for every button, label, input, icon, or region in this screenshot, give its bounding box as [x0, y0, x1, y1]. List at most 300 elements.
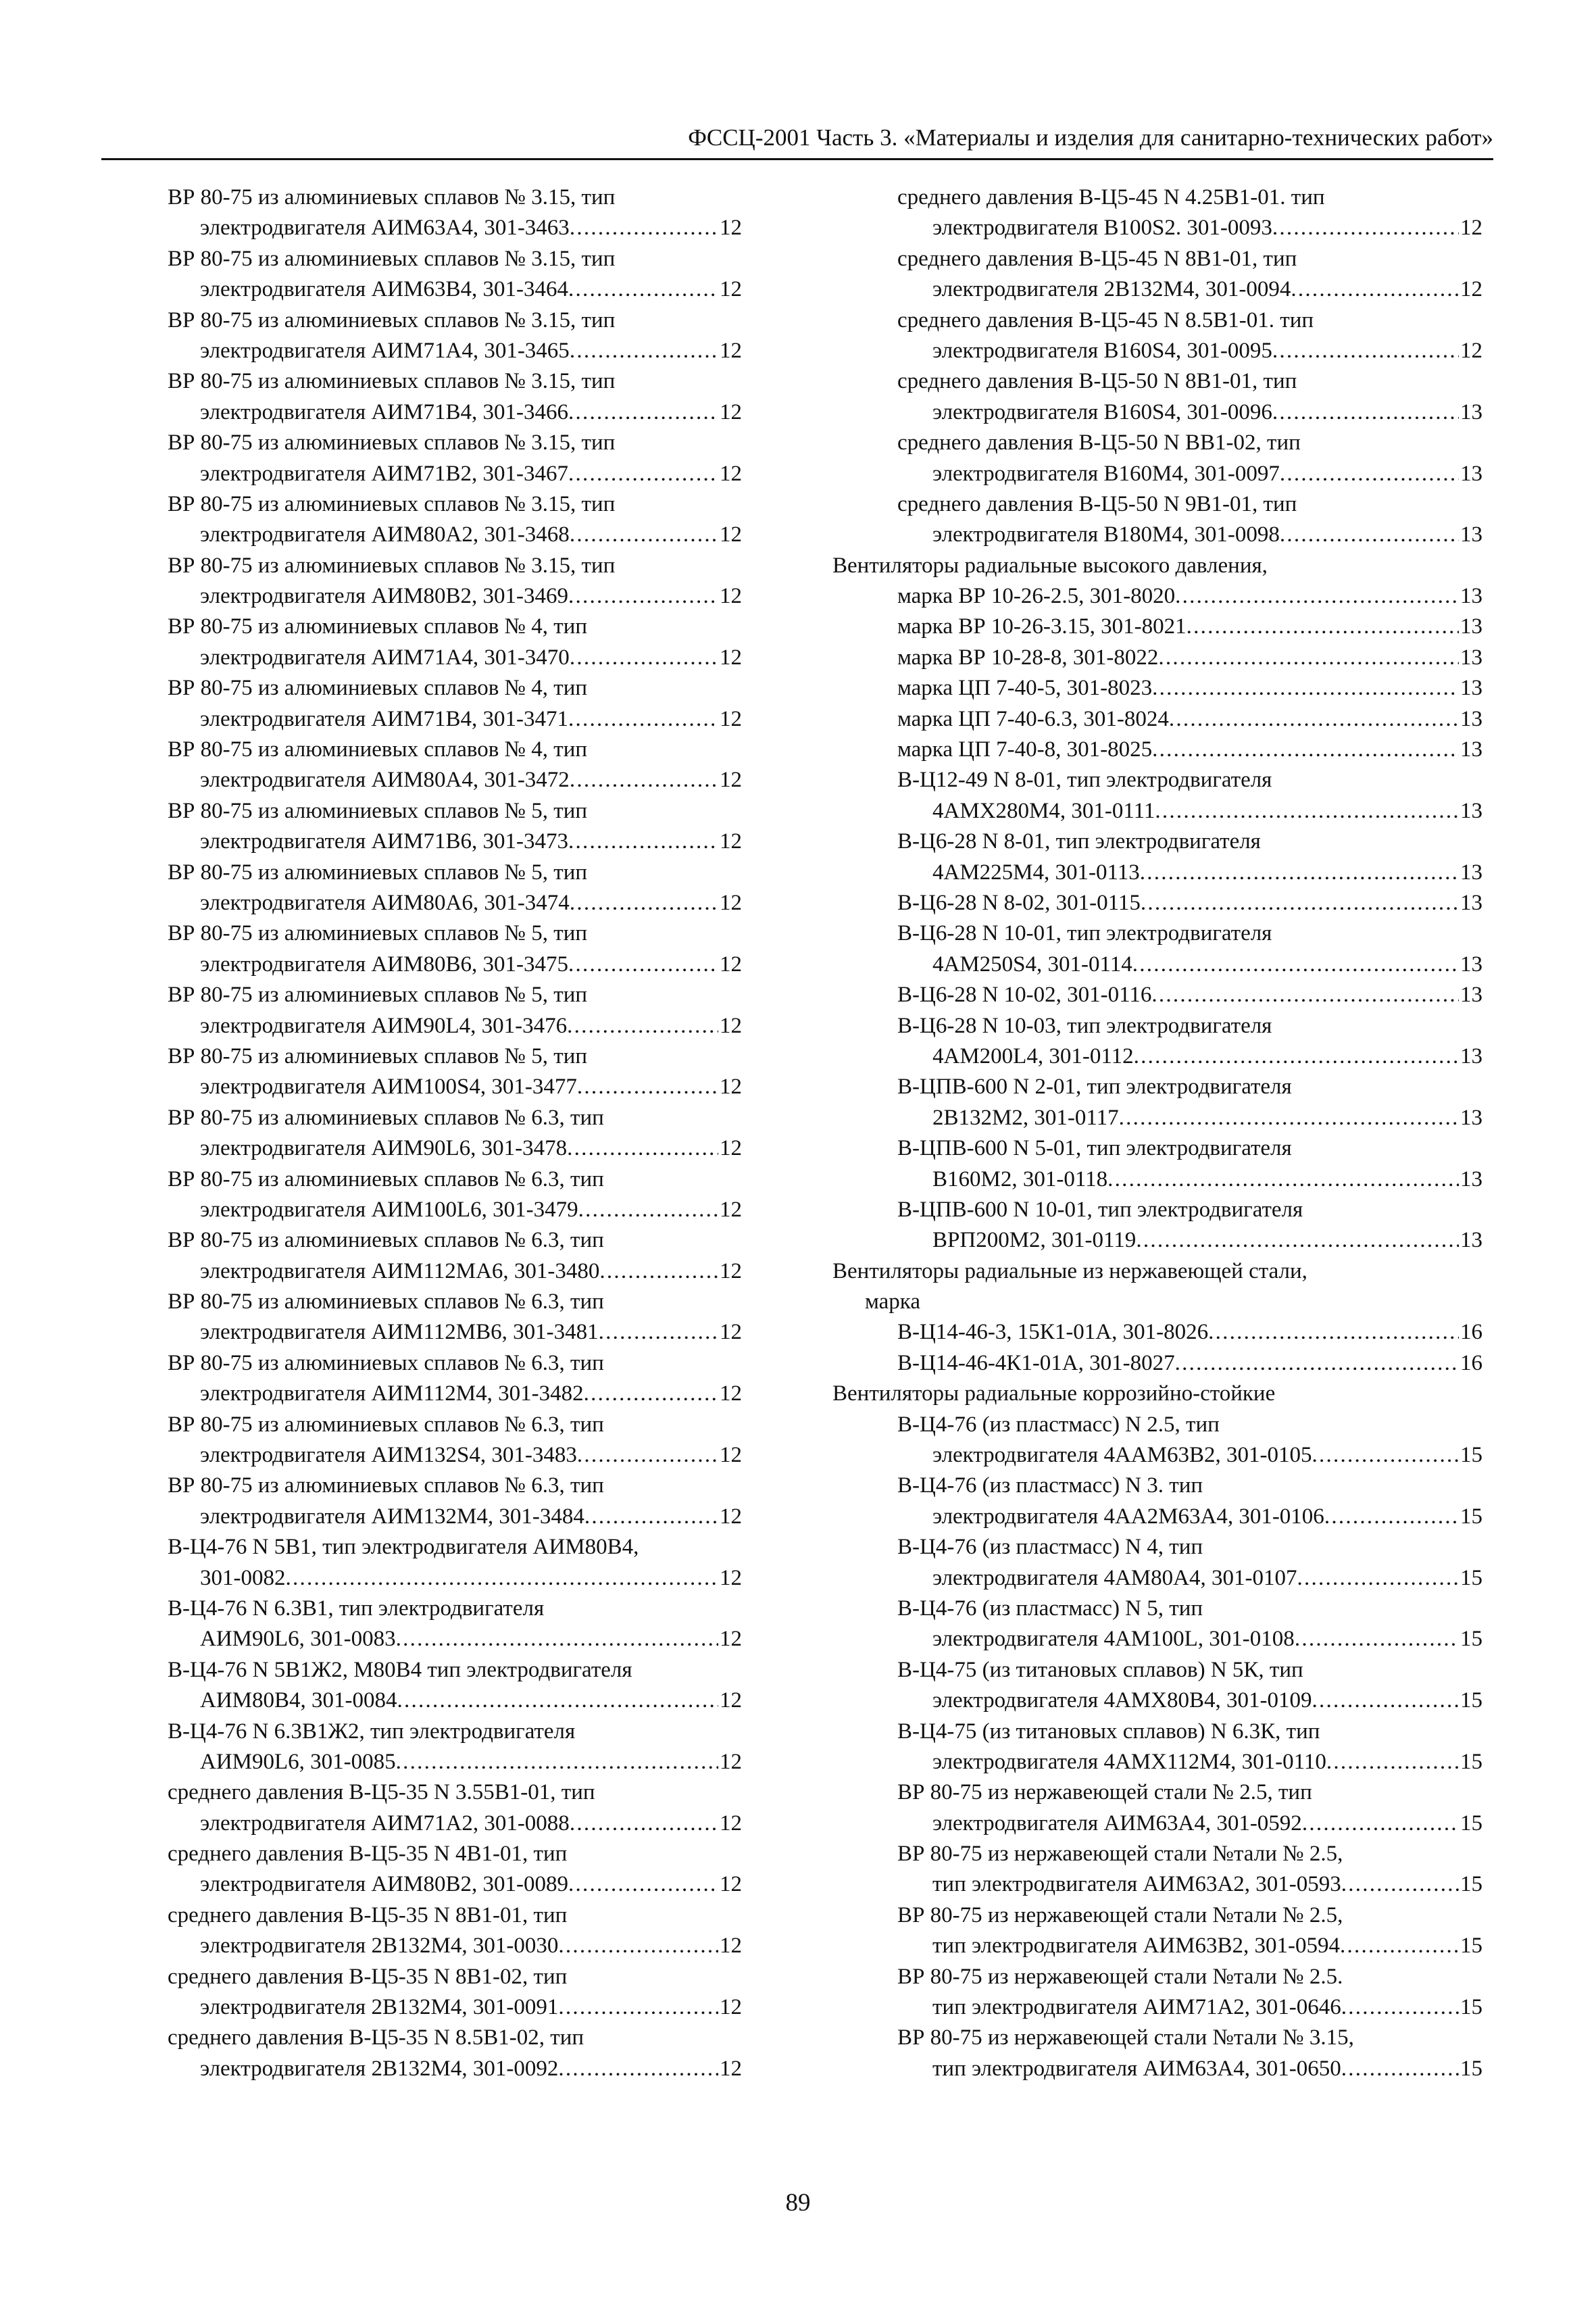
index-entry-page: 15	[1460, 1627, 1482, 1652]
index-entry-page: 12	[720, 1075, 742, 1100]
index-entry-page: 12	[720, 768, 742, 793]
index-entry-text: электродвигателя В160S4, 301-0095	[932, 338, 1272, 363]
index-entry-text: электродвигателя 2В132М4, 301-0094	[932, 277, 1291, 302]
index-entry	[168, 1256, 742, 1287]
index-entry	[168, 1747, 742, 1777]
dot-leader	[568, 397, 718, 428]
index-entry	[832, 1502, 1482, 1532]
index-entry	[832, 1317, 1482, 1348]
dot-leader	[1151, 980, 1459, 1010]
index-entry-text: В-Ц4-75 (из титановых сплавов) N 6.3К, тип	[897, 1719, 1320, 1744]
index-entry-page: 15	[1460, 1565, 1482, 1590]
index-entry-text: электродвигателя АИМ80А4, 301-3472	[200, 768, 570, 793]
index-entry	[168, 1287, 742, 1317]
index-entry-text: электродвигателя АИМ132S4, 301-3483	[200, 1443, 577, 1468]
index-entry	[832, 520, 1482, 550]
index-entry	[832, 366, 1482, 397]
dot-leader	[1152, 673, 1459, 704]
dot-leader	[1341, 1869, 1459, 1900]
index-entry	[168, 796, 742, 827]
index-entry-text: электродвигателя 4АМХ80В4, 301-0109	[932, 1688, 1312, 1713]
index-entry-text: электродвигателя 2В132М4, 301-0030	[200, 1934, 559, 1959]
index-entry	[168, 397, 742, 428]
dot-leader	[584, 1502, 718, 1532]
index-entry-text: ВР 80-75 из алюминиевых сплавов № 4, тип	[168, 614, 588, 639]
dot-leader	[568, 459, 718, 489]
index-entry-text: электродвигателя АИМ71А4, 301-3470	[200, 645, 570, 670]
index-entry	[168, 1839, 742, 1869]
index-entry	[832, 397, 1482, 428]
index-entry	[168, 274, 742, 305]
index-entry	[832, 1532, 1482, 1562]
dot-leader	[568, 827, 718, 857]
index-entry-text: В-Ц4-76 (из пластмасс) N 2.5, тип	[897, 1412, 1220, 1437]
index-entry-text: тип электродвигателя АИМ71А2, 301-0646	[932, 1995, 1341, 2020]
index-entry-page: 16	[1460, 1320, 1482, 1345]
index-entry-text: В-Ц4-76 (из пластмасс) N 3. тип	[897, 1473, 1203, 1498]
index-entry-text: АИМ90L6, 301-0083	[200, 1627, 396, 1652]
index-entry-text: среднего давления В-Ц5-45 N 4.25В1-01. тип	[897, 185, 1325, 210]
index-entry	[168, 336, 742, 366]
index-entry	[168, 1685, 742, 1716]
index-entry-page: 12	[720, 1749, 742, 1774]
index-entry	[168, 1777, 742, 1808]
index-entry-text: электродвигателя АИМ80В6, 301-3475	[200, 952, 568, 977]
index-entry-page: 12	[720, 1258, 742, 1283]
index-entry	[832, 1041, 1482, 1072]
index-entry	[168, 1164, 742, 1195]
index-entry-page: 12	[720, 1565, 742, 1590]
index-entry	[168, 1532, 742, 1562]
index-entry	[168, 1011, 742, 1041]
index-entry	[832, 1011, 1482, 1041]
index-entry-text: тип электродвигателя АИМ63В2, 301-0594	[932, 1934, 1340, 1959]
dot-leader	[1175, 581, 1459, 612]
index-entry-page: 12	[720, 1504, 742, 1529]
index-entry-text: марка ВР 10-28-8, 301-8022	[897, 645, 1159, 670]
dot-leader	[567, 1133, 718, 1164]
dot-leader	[1119, 1103, 1459, 1133]
index-entry-page: 12	[1460, 277, 1482, 302]
index-entry	[168, 1655, 742, 1685]
index-entry	[832, 980, 1482, 1010]
index-entry-text: электродвигателя АИМ71В4, 301-3471	[200, 706, 568, 731]
index-entry-text: ВРП200М2, 301-0119	[932, 1228, 1137, 1253]
index-entry-text: среднего давления В-Ц5-35 N 8.5В1-02, тип	[168, 2025, 584, 2050]
index-entry-page: 13	[1460, 614, 1482, 639]
index-entry-text: АИМ80В4, 301-0084	[200, 1688, 397, 1713]
page-header: ФССЦ-2001 Часть 3. «Материалы и изделия для санитарно-технических работ»	[101, 123, 1493, 160]
index-entry-text: В-Ц6-28 N 10-03, тип электродвигателя	[897, 1013, 1272, 1038]
index-entry-text: ВР 80-75 из алюминиевых сплавов № 6.3, тип	[168, 1412, 604, 1437]
dot-leader	[558, 1931, 718, 1961]
dot-leader	[599, 1256, 718, 1287]
index-entry-text: марка ВР 10-26-3.15, 301-8021	[897, 614, 1187, 639]
dot-leader	[570, 213, 718, 243]
index-entry-text: В-ЦПВ-600 N 5-01, тип электродвигателя	[897, 1136, 1292, 1161]
index-entry	[832, 336, 1482, 366]
index-entry	[168, 1471, 742, 1501]
index-entry-text: электродвигателя АИМ80В2, 301-3469	[200, 584, 568, 609]
index-entry-text: ВР 80-75 из алюминиевых сплавов № 3.15, тип	[168, 185, 616, 210]
index-entry-text: электродвигателя АИМ90L4, 301-3476	[200, 1013, 568, 1038]
index-entry-text: ВР 80-75 из алюминиевых сплавов № 6.3, тип	[168, 1350, 604, 1375]
index-entry	[168, 213, 742, 243]
index-entry	[168, 1808, 742, 1839]
index-entry	[168, 980, 742, 1010]
index-entry-text: ВР 80-75 из алюминиевых сплавов № 3.15, тип	[168, 246, 616, 271]
dot-leader	[1295, 1624, 1459, 1654]
dot-leader	[1312, 1440, 1459, 1471]
index-entry	[832, 673, 1482, 704]
index-entry	[832, 274, 1482, 305]
dot-leader	[1280, 520, 1459, 550]
index-entry	[168, 551, 742, 581]
index-entry-text: ВР 80-75 из алюминиевых сплавов № 5, тип	[168, 798, 588, 823]
index-entry-page: 12	[720, 338, 742, 363]
index-entry-text: ВР 80-75 из алюминиевых сплавов № 3.15, тип	[168, 307, 616, 333]
index-entry	[168, 1440, 742, 1471]
index-entry	[168, 888, 742, 918]
index-entry	[832, 1440, 1482, 1471]
index-entry-text: В-Ц4-75 (из титановых сплавов) N 5К, тип	[897, 1657, 1303, 1682]
dot-leader	[1134, 1041, 1459, 1072]
index-entry	[832, 182, 1482, 213]
index-entry	[168, 489, 742, 520]
index-entry	[832, 1471, 1482, 1501]
index-entry	[832, 858, 1482, 888]
dot-leader	[599, 1317, 718, 1348]
index-entry	[168, 2023, 742, 2053]
index-entry	[832, 1072, 1482, 1102]
index-entry-text: ВР 80-75 из нержавеющей стали № 2.5, тип	[897, 1780, 1312, 1805]
index-entry	[832, 1164, 1482, 1195]
dot-leader	[568, 1869, 718, 1900]
index-entry-text: электродвигателя 4АА2М63А4, 301-0106	[932, 1504, 1324, 1529]
index-entry-page: 12	[720, 890, 742, 915]
index-entry-text: электродвигателя АИМ63А4, 301-0592	[932, 1811, 1302, 1836]
index-entry	[168, 1502, 742, 1532]
index-entry-text: ВР 80-75 из алюминиевых сплавов № 4, тип	[168, 676, 588, 701]
index-entry	[168, 918, 742, 949]
index-entry-text: В-Ц14-46-4К1-01А, 301-8027	[897, 1350, 1175, 1375]
index-entry	[832, 1655, 1482, 1685]
index-entry-text: 4АМ200L4, 301-0112	[932, 1043, 1134, 1068]
index-entry	[168, 1410, 742, 1440]
index-entry-text: электродвигателя АИМ112М4, 301-3482	[200, 1381, 584, 1406]
index-entry-text: 4АМ250S4, 301-0114	[932, 952, 1132, 977]
index-entry	[168, 858, 742, 888]
index-entry-text: ВР 80-75 из алюминиевых сплавов № 3.15, тип	[168, 491, 616, 516]
index-entry	[168, 1348, 742, 1379]
dot-leader	[1341, 1992, 1459, 2023]
index-entry-text: марка ВР 10-26-2.5, 301-8020	[897, 584, 1176, 609]
index-entry-text: электродвигателя АИМ63А4, 301-3463	[200, 216, 570, 241]
index-entry-text: электродвигателя АИМ63В4, 301-3464	[200, 277, 568, 302]
index-entry	[832, 1410, 1482, 1440]
dot-leader	[1155, 796, 1459, 827]
index-entry-page: 15	[1460, 2056, 1482, 2081]
index-entry-page: 12	[720, 1320, 742, 1345]
index-entry-page: 13	[1460, 706, 1482, 731]
index-entry-text: электродвигателя АИМ80В2, 301-0089	[200, 1872, 568, 1897]
index-entry-text: среднего давления В-Ц5-35 N 8В1-02, тип	[168, 1964, 568, 1989]
dot-leader	[286, 1563, 719, 1594]
index-entry	[168, 1072, 742, 1102]
index-entry-text: ВР 80-75 из алюминиевых сплавов № 5, тип	[168, 921, 588, 946]
index-entry	[832, 1869, 1482, 1900]
index-entry-text: среднего давления В-Ц5-50 N 8В1-01, тип	[897, 369, 1297, 394]
index-entry-text: 301-0082	[200, 1565, 286, 1590]
dot-leader	[1187, 612, 1459, 642]
index-entry-page: 12	[1460, 338, 1482, 363]
index-entry-page: 12	[720, 1443, 742, 1468]
index-entry-page: 12	[720, 216, 742, 241]
index-entry-page: 12	[1460, 216, 1482, 241]
dot-leader	[568, 704, 718, 735]
index-entry-text: Вентиляторы радиальные высокого давления,	[832, 553, 1268, 578]
index-entry-text: ВР 80-75 из алюминиевых сплавов № 3.15, тип	[168, 369, 616, 394]
index-entry-page: 12	[720, 2056, 742, 2081]
dot-leader	[568, 274, 718, 305]
index-entry-page: 13	[1460, 1105, 1482, 1130]
dot-leader	[1272, 397, 1459, 428]
index-entry-text: среднего давления В-Ц5-35 N 4В1-01, тип	[168, 1842, 568, 1867]
index-entry	[832, 1103, 1482, 1133]
index-entry	[832, 1225, 1482, 1256]
index-entry-page: 13	[1460, 676, 1482, 701]
index-entry	[168, 950, 742, 980]
index-entry-text: электродвигателя АИМ100S4, 301-3477	[200, 1075, 577, 1100]
index-entry	[168, 735, 742, 765]
index-entry-text: В160М2, 301-0118	[932, 1166, 1108, 1191]
index-entry-text: марка ЦП 7-40-6.3, 301-8024	[897, 706, 1169, 731]
index-entry-text: электродвигателя 4ААМ63В2, 301-0105	[932, 1443, 1312, 1468]
index-entry-page: 13	[1460, 798, 1482, 823]
index-entry	[168, 643, 742, 673]
index-entry-text: В-Ц12-49 N 8-01, тип электродвигателя	[897, 768, 1272, 793]
index-entry	[832, 735, 1482, 765]
dot-leader	[570, 1808, 718, 1839]
dot-leader	[1272, 213, 1459, 243]
index-entry-text: В-Ц14-46-3, 15К1-01А, 301-8026	[897, 1320, 1209, 1345]
index-entry	[832, 1777, 1482, 1808]
index-entry-page: 12	[720, 1381, 742, 1406]
index-entry-text: В-ЦПВ-600 N 2-01, тип электродвигателя	[897, 1075, 1292, 1100]
index-entry-page: 12	[720, 1811, 742, 1836]
index-entry	[832, 1962, 1482, 1992]
index-entry	[168, 1225, 742, 1256]
index-entry-page: 12	[720, 1995, 742, 2020]
index-entry	[832, 950, 1482, 980]
index-entry	[832, 1900, 1482, 1931]
index-entry-page: 13	[1460, 1166, 1482, 1191]
dot-leader	[570, 888, 718, 918]
dot-leader	[1302, 1808, 1459, 1839]
index-entry	[168, 673, 742, 704]
index-entry	[168, 2054, 742, 2084]
index-entry-text: В-Ц6-28 N 8-02, 301-0115	[897, 890, 1141, 915]
index-entry	[832, 213, 1482, 243]
index-entry-page: 12	[720, 461, 742, 486]
index-entry-text: ВР 80-75 из алюминиевых сплавов № 6.3, тип	[168, 1166, 604, 1191]
dot-leader	[578, 1195, 718, 1225]
index-entry	[832, 459, 1482, 489]
index-entry-text: электродвигателя АИМ90L6, 301-3478	[200, 1136, 568, 1161]
index-entry-text: В-Ц4-76 N 6.3В1, тип электродвигателя	[168, 1596, 545, 1621]
index-entry-text: ВР 80-75 из алюминиевых сплавов № 5, тип	[168, 1043, 588, 1068]
index-entry	[168, 459, 742, 489]
index-entry	[832, 643, 1482, 673]
index-entry	[832, 1379, 1482, 1409]
index-entry	[832, 1685, 1482, 1716]
index-entry-page: 15	[1460, 1872, 1482, 1897]
index-entry	[168, 704, 742, 735]
index-entry-page: 13	[1460, 584, 1482, 609]
index-entry	[168, 1931, 742, 1961]
index-entry	[168, 827, 742, 857]
index-entry	[832, 305, 1482, 336]
dot-leader	[568, 581, 718, 612]
index-entry-text: электродвигателя АИМ80А2, 301-3468	[200, 522, 570, 547]
index-entry-text: В-Ц4-76 (из пластмасс) N 4, тип	[897, 1535, 1203, 1560]
index-entry	[168, 1962, 742, 1992]
index-entry-text: электродвигателя АИМ71А2, 301-0088	[200, 1811, 570, 1836]
index-entry-text: электродвигателя 2В132М4, 301-0092	[200, 2056, 559, 2081]
index-entry-page: 12	[720, 706, 742, 731]
index-entry-text: В-Ц6-28 N 10-01, тип электродвигателя	[897, 921, 1272, 946]
index-entry-text: среднего давления В-Ц5-50 N 9В1-01, тип	[897, 491, 1297, 516]
index-entry	[832, 428, 1482, 458]
index-entry	[832, 1287, 1482, 1317]
index-entry-text: электродвигателя АИМ112МВ6, 301-3481	[200, 1320, 599, 1345]
dot-leader	[1272, 336, 1459, 366]
index-entry	[832, 704, 1482, 735]
index-entry	[832, 581, 1482, 612]
index-entry-text: электродвигателя В180М4, 301-0098	[932, 522, 1280, 547]
index-entry-page: 13	[1460, 645, 1482, 670]
index-entry	[168, 581, 742, 612]
dot-leader	[577, 1440, 718, 1471]
index-entry-text: В-Ц6-28 N 8-01, тип электродвигателя	[897, 829, 1261, 854]
index-entry	[832, 888, 1482, 918]
index-entry	[168, 1563, 742, 1594]
dot-leader	[396, 1747, 718, 1777]
dot-leader	[1324, 1502, 1459, 1532]
index-entry	[832, 765, 1482, 795]
index-entry-page: 15	[1460, 1504, 1482, 1529]
index-entry-text: В-Ц4-76 N 5В1Ж2, М80В4 тип электродвигателя	[168, 1657, 632, 1682]
index-entry-text: марка ЦП 7-40-5, 301-8023	[897, 676, 1153, 701]
index-entry-text: ВР 80-75 из алюминиевых сплавов № 3.15, тип	[168, 553, 616, 578]
index-entry-text: В-Ц4-76 (из пластмасс) N 5, тип	[897, 1596, 1203, 1621]
index-entry-text: ВР 80-75 из алюминиевых сплавов № 5, тип	[168, 860, 588, 885]
index-entry	[168, 1594, 742, 1624]
index-entry	[832, 612, 1482, 642]
index-entry-page: 12	[720, 1197, 742, 1222]
dot-leader	[1312, 1685, 1459, 1716]
index-entry-page: 12	[720, 645, 742, 670]
dot-leader	[1341, 2054, 1459, 2084]
index-entry-text: ВР 80-75 из алюминиевых сплавов № 5, тип	[168, 983, 588, 1008]
index-entry	[832, 1808, 1482, 1839]
index-entry	[168, 1717, 742, 1747]
index-entry	[832, 918, 1482, 949]
index-column-left	[168, 182, 742, 2084]
dot-leader	[1136, 1225, 1459, 1256]
dot-leader	[1132, 950, 1459, 980]
dot-leader	[1169, 704, 1459, 735]
index-entry	[832, 1133, 1482, 1164]
index-entry-page: 13	[1460, 522, 1482, 547]
index-entry	[168, 1041, 742, 1072]
index-entry-page: 15	[1460, 1934, 1482, 1959]
index-entry-page: 13	[1460, 737, 1482, 762]
index-entry-text: среднего давления В-Ц5-45 N 8.5В1-01. тип	[897, 307, 1314, 333]
index-entry	[168, 1992, 742, 2023]
index-entry	[168, 305, 742, 336]
dot-leader	[558, 2054, 718, 2084]
index-entry	[168, 1103, 742, 1133]
index-entry-text: среднего давления В-Ц5-35 N 8В1-01, тип	[168, 1902, 568, 1927]
index-entry-text: ВР 80-75 из алюминиевых сплавов № 3.15, тип	[168, 430, 616, 456]
index-entry-page: 13	[1460, 890, 1482, 915]
index-entry-text: марка ЦП 7-40-8, 301-8025	[897, 737, 1153, 762]
index-entry-text: тип электродвигателя АИМ63А2, 301-0593	[932, 1872, 1341, 1897]
index-entry-page: 12	[720, 1872, 742, 1897]
index-entry-text: В-Ц4-76 N 5В1, тип электродвигателя АИМ80В4,	[168, 1535, 639, 1560]
index-entry	[832, 796, 1482, 827]
index-entry-text: 2В132М2, 301-0117	[932, 1105, 1119, 1130]
index-entry	[832, 244, 1482, 274]
index-entry-text: марка	[865, 1289, 920, 1314]
index-entry-text: В-ЦПВ-600 N 10-01, тип электродвигателя	[897, 1197, 1303, 1222]
dot-leader	[570, 643, 718, 673]
index-entry	[168, 366, 742, 397]
index-entry-page: 15	[1460, 1443, 1482, 1468]
dot-leader	[1340, 1931, 1459, 1961]
index-entry	[168, 1195, 742, 1225]
index-entry-text: электродвигателя АИМ80А6, 301-3474	[200, 890, 570, 915]
index-entry-text: 4АМХ280М4, 301-0111	[932, 798, 1155, 823]
index-entry-page: 12	[720, 1136, 742, 1161]
index-entry-text: 4АМ225М4, 301-0113	[932, 860, 1140, 885]
index-entry	[832, 1594, 1482, 1624]
index-entry-page: 13	[1460, 860, 1482, 885]
dot-leader	[1140, 858, 1459, 888]
dot-leader	[397, 1685, 718, 1716]
index-entry	[168, 428, 742, 458]
dot-leader	[570, 765, 718, 795]
index-entry-text: ВР 80-75 из нержавеющей стали №тали № 3.15,	[897, 2025, 1354, 2050]
index-entry-text: Вентиляторы радиальные коррозийно-стойкие	[832, 1381, 1276, 1406]
index-entry-page: 12	[720, 584, 742, 609]
index-entry-text: электродвигателя АИМ132М4, 301-3484	[200, 1504, 584, 1529]
index-entry-page: 12	[720, 399, 742, 424]
index-entry-text: электродвигателя 4АМХ112М4, 301-0110	[932, 1749, 1326, 1774]
index-entry-text: Вентиляторы радиальные из нержавеющей стали,	[832, 1258, 1307, 1283]
index-entry-text: среднего давления В-Ц5-35 N 3.55В1-01, тип	[168, 1780, 595, 1805]
index-entry	[168, 182, 742, 213]
dot-leader	[396, 1624, 718, 1654]
index-entry	[832, 1624, 1482, 1654]
index-entry	[832, 2054, 1482, 2084]
index-entry	[168, 1624, 742, 1654]
page-number: 89	[785, 2189, 811, 2217]
index-entry-text: среднего давления В-Ц5-45 N 8В1-01, тип	[897, 246, 1297, 271]
dot-leader	[1208, 1317, 1459, 1348]
index-entry-text: электродвигателя В100S2. 301-0093	[932, 216, 1272, 241]
